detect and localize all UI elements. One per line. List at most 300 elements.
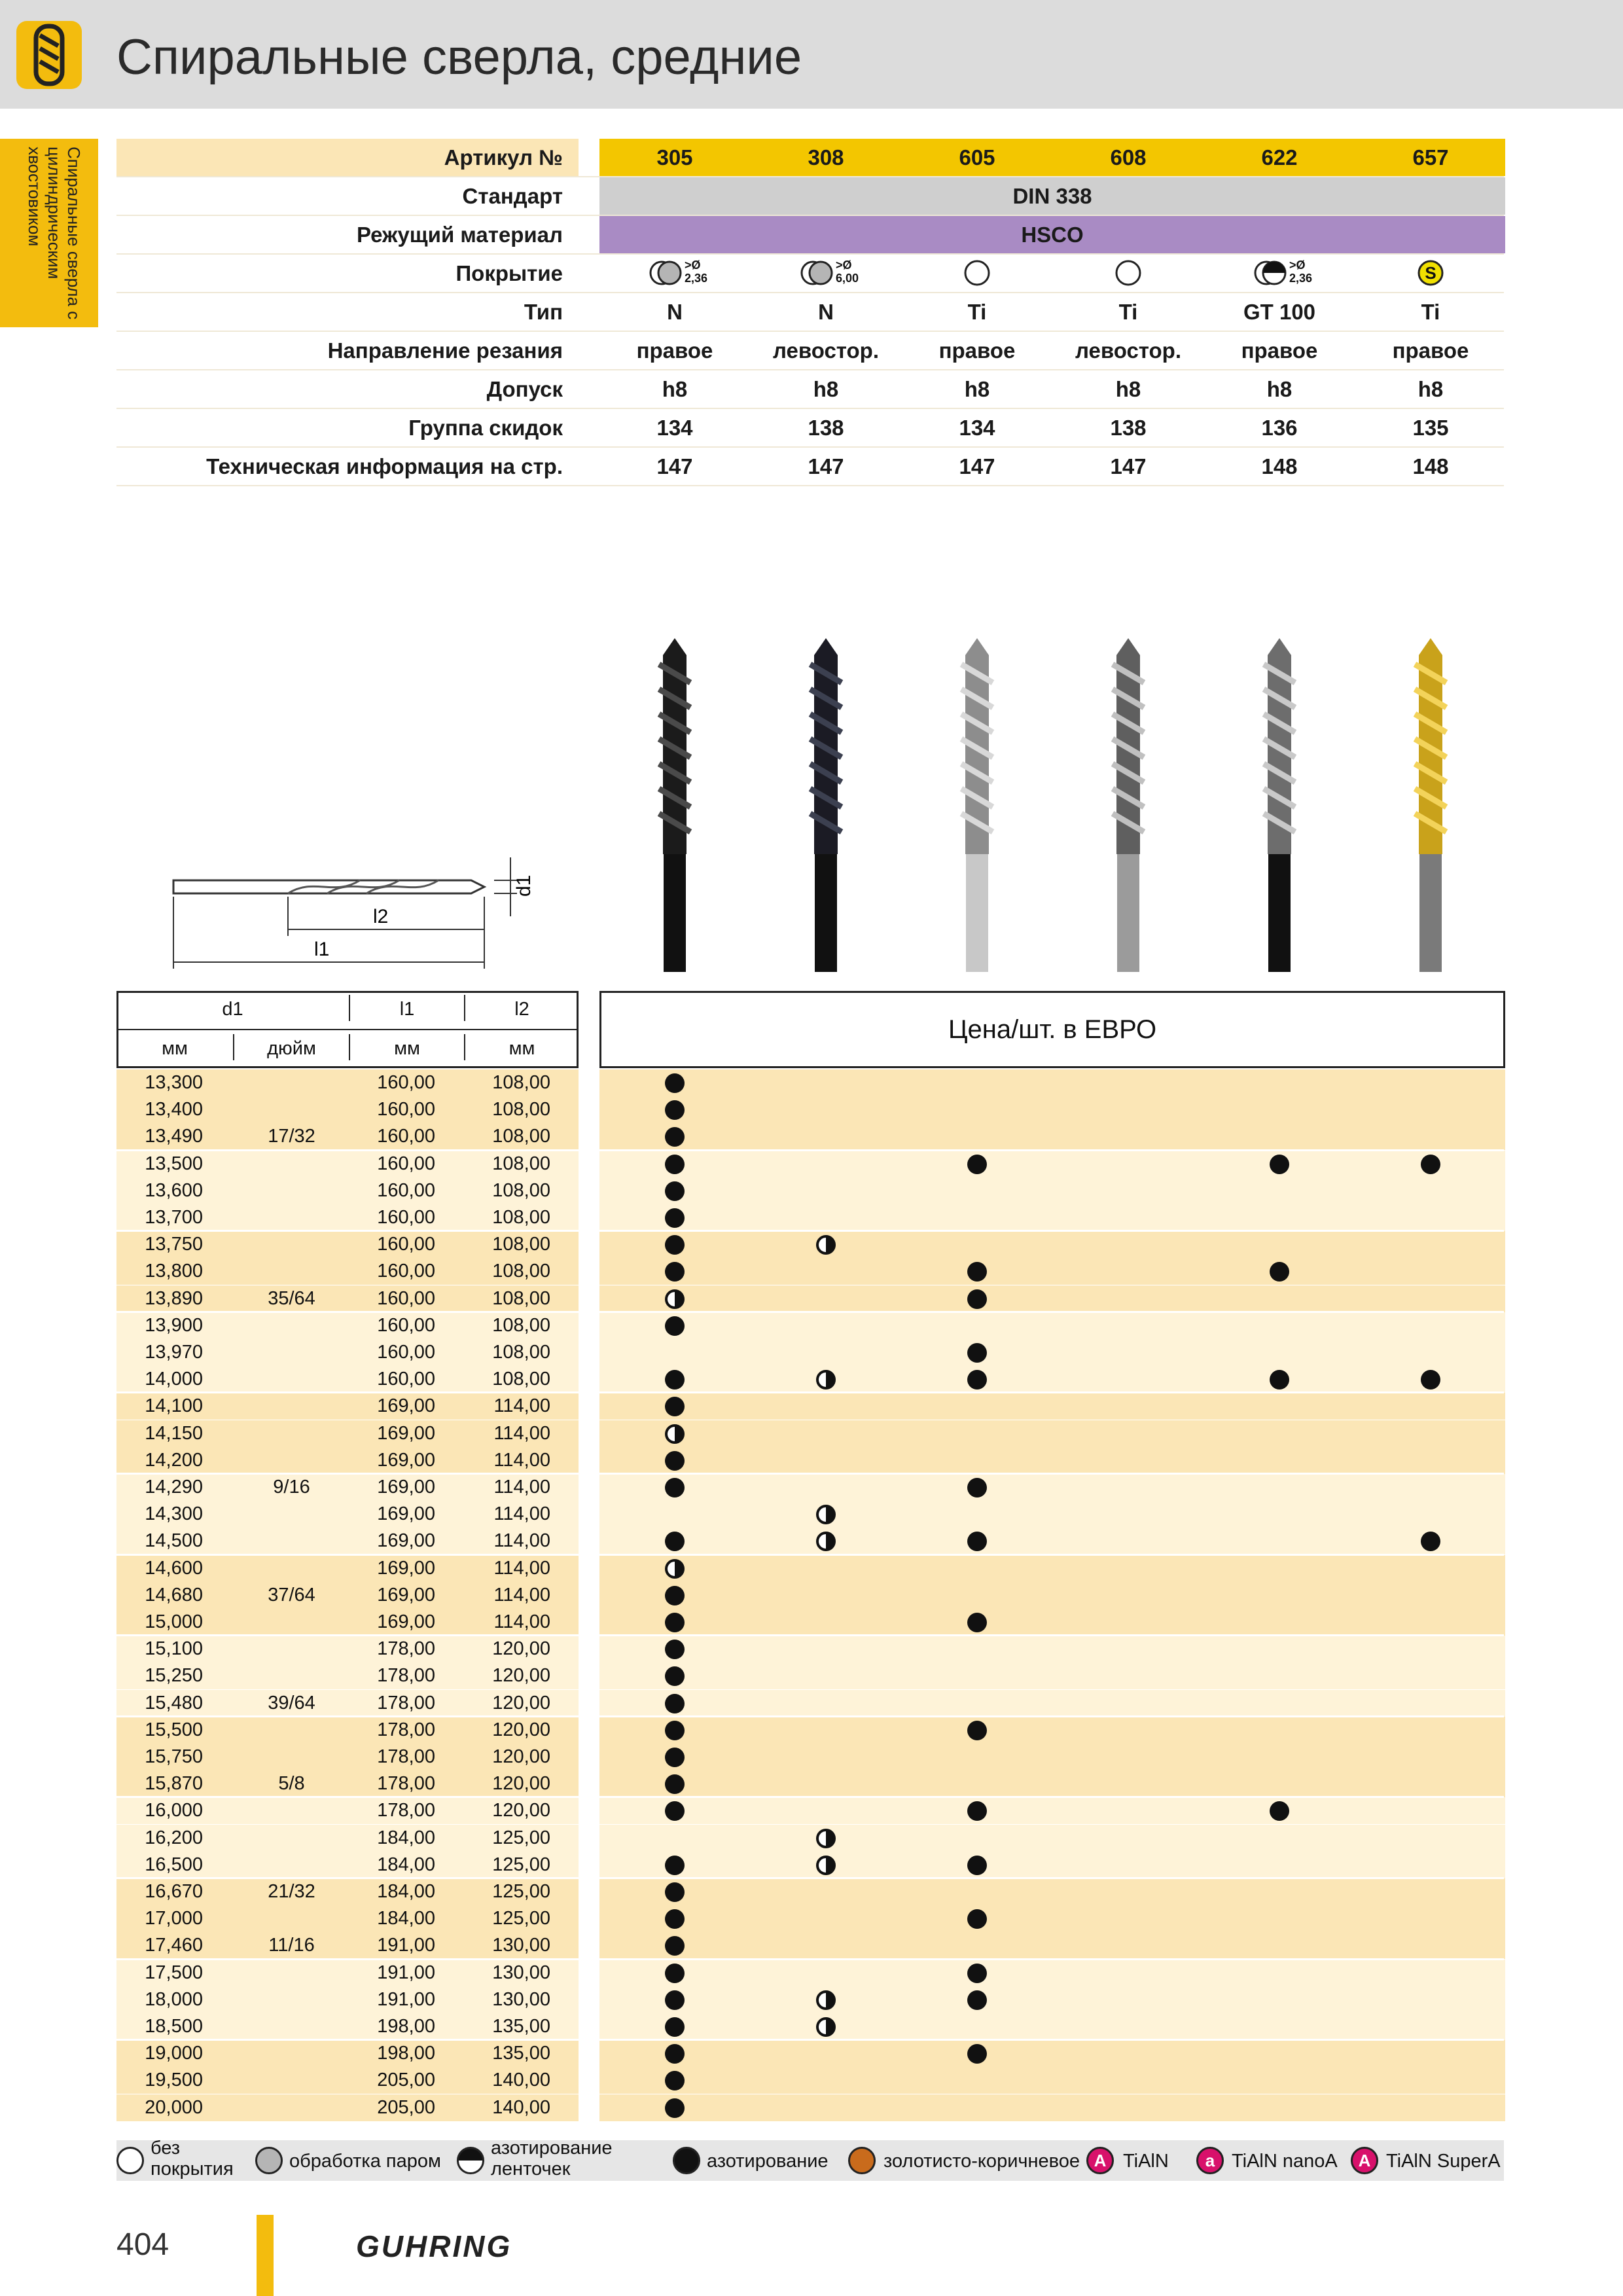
direction-value: левостор. bbox=[772, 338, 880, 363]
available-dot-icon bbox=[967, 1478, 987, 1498]
available-half-dot-icon bbox=[665, 1559, 685, 1579]
d1-inch-cell: 37/64 bbox=[268, 1585, 315, 1605]
d1-inch-cell bbox=[234, 1501, 349, 1528]
l1-cell: 184,00 bbox=[377, 1908, 435, 1929]
d1-mm-cell: 13,600 bbox=[145, 1180, 203, 1201]
d1-inch-cell bbox=[234, 1825, 349, 1852]
available-dot-icon bbox=[665, 1964, 685, 1983]
drill-image bbox=[1260, 638, 1299, 972]
table-row-prices bbox=[599, 1770, 1505, 1797]
available-dot-icon bbox=[665, 1262, 685, 1282]
l1-header: l1 bbox=[399, 999, 415, 1020]
table-row-prices bbox=[599, 1285, 1505, 1312]
available-half-dot-icon bbox=[665, 1424, 685, 1444]
available-half-dot-icon bbox=[816, 1829, 836, 1848]
l1-cell: 178,00 bbox=[377, 1719, 435, 1740]
available-dot-icon bbox=[665, 2017, 685, 2037]
steam-treatment-icon bbox=[599, 255, 750, 292]
drill-image bbox=[1109, 638, 1148, 972]
l2-cell: 108,00 bbox=[492, 1315, 550, 1336]
tialn-icon bbox=[1086, 2147, 1114, 2174]
d1-mm-cell: 16,670 bbox=[145, 1881, 203, 1902]
table-row-prices bbox=[599, 1393, 1505, 1420]
d1-mm-cell: 14,500 bbox=[145, 1530, 203, 1551]
l2-cell: 108,00 bbox=[492, 1153, 550, 1174]
tech-info-value: 147 bbox=[1110, 454, 1147, 478]
table-row-prices bbox=[599, 1744, 1505, 1770]
available-dot-icon bbox=[665, 1909, 685, 1929]
table-row-prices bbox=[599, 1231, 1505, 1258]
available-dot-icon bbox=[665, 1451, 685, 1471]
legend-icon-letter: A bbox=[1358, 2151, 1371, 2170]
l1-cell: 191,00 bbox=[377, 1989, 435, 2010]
d1-mm-cell: 14,290 bbox=[145, 1477, 203, 1498]
d1-inch-cell bbox=[234, 1069, 349, 1096]
l2-cell: 114,00 bbox=[493, 1585, 550, 1605]
drill-image bbox=[1411, 638, 1450, 972]
legend-icon-letter: A bbox=[1094, 2151, 1107, 2170]
l1-cell: 169,00 bbox=[377, 1530, 435, 1551]
dims-header-divider bbox=[116, 1029, 579, 1030]
material-label: Режущий материал bbox=[356, 223, 563, 247]
available-dot-icon bbox=[665, 1478, 685, 1498]
page-number: 404 bbox=[116, 2227, 169, 2262]
table-row-prices bbox=[599, 1339, 1505, 1366]
l2-cell: 120,00 bbox=[492, 1746, 550, 1767]
d1-mm-cell: 18,500 bbox=[145, 2016, 203, 2037]
d1-inch-cell bbox=[234, 1258, 349, 1285]
d1-mm-cell: 13,500 bbox=[145, 1153, 203, 1174]
d1-mm-cell: 16,000 bbox=[145, 1800, 203, 1821]
coating-note: >Ø 2,36 bbox=[685, 259, 708, 285]
no-coating-icon bbox=[1053, 255, 1204, 292]
d1-inch-cell bbox=[234, 1312, 349, 1339]
table-row-prices bbox=[599, 1932, 1505, 1959]
l2-cell: 114,00 bbox=[493, 1450, 550, 1471]
table-row-prices bbox=[599, 1609, 1505, 1636]
l1-cell: 160,00 bbox=[377, 1180, 435, 1201]
l1-cell: 169,00 bbox=[377, 1558, 435, 1579]
l1-cell: 160,00 bbox=[377, 1099, 435, 1120]
l1-cell: 160,00 bbox=[377, 1369, 435, 1390]
l2-cell: 114,00 bbox=[493, 1395, 550, 1416]
available-dot-icon bbox=[665, 1586, 685, 1605]
discount-value: 138 bbox=[808, 416, 844, 440]
available-dot-icon bbox=[967, 2044, 987, 2064]
d1-inch-header: дюйм bbox=[267, 1038, 316, 1059]
d1-inch-cell bbox=[234, 1151, 349, 1177]
available-dot-icon bbox=[1270, 1155, 1289, 1174]
drill-dimension-diagram bbox=[164, 844, 537, 975]
l1-cell: 198,00 bbox=[377, 2043, 435, 2064]
l2-cell: 130,00 bbox=[492, 1989, 550, 2010]
discount-label: Группа скидок bbox=[408, 416, 563, 440]
type-value: N bbox=[667, 300, 683, 324]
tech-info-value: 148 bbox=[1261, 454, 1298, 478]
d1-inch-cell: 35/64 bbox=[268, 1288, 315, 1309]
table-row-prices bbox=[599, 1528, 1505, 1554]
type-value: Ti bbox=[1118, 300, 1138, 324]
table-row-prices bbox=[599, 1069, 1505, 1096]
d1-inch-cell bbox=[234, 1339, 349, 1366]
l1-cell: 178,00 bbox=[377, 1773, 435, 1794]
legend-icon-letter: a bbox=[1205, 2151, 1215, 2170]
l2-cell: 125,00 bbox=[492, 1881, 550, 1902]
l1-mm-header: мм bbox=[394, 1038, 420, 1059]
d1-inch-cell: 11/16 bbox=[268, 1935, 315, 1956]
drill-logo-icon bbox=[16, 21, 82, 89]
type-value: Ti bbox=[967, 300, 987, 324]
l1-cell: 160,00 bbox=[377, 1288, 435, 1309]
available-dot-icon bbox=[665, 1155, 685, 1174]
l1-cell: 169,00 bbox=[377, 1477, 435, 1498]
available-dot-icon bbox=[665, 1127, 685, 1147]
available-dot-icon bbox=[967, 1613, 987, 1632]
l1-cell: 160,00 bbox=[377, 1315, 435, 1336]
l2-cell: 140,00 bbox=[492, 2070, 550, 2090]
dim-l1-label: l1 bbox=[314, 939, 330, 960]
l2-cell: 125,00 bbox=[492, 1854, 550, 1875]
l1-cell: 178,00 bbox=[377, 1746, 435, 1767]
available-dot-icon bbox=[967, 1262, 987, 1282]
legend-label: обработка паром bbox=[289, 2151, 441, 2172]
table-row-prices bbox=[599, 1582, 1505, 1609]
table-row-prices bbox=[599, 1960, 1505, 1986]
d1-mm-cell: 14,680 bbox=[145, 1585, 203, 1605]
available-dot-icon bbox=[665, 2098, 685, 2118]
l2-cell: 135,00 bbox=[492, 2016, 550, 2037]
d1-mm-cell: 19,500 bbox=[145, 2070, 203, 2090]
gold-brown-icon bbox=[848, 2147, 876, 2174]
l2-cell: 120,00 bbox=[492, 1773, 550, 1794]
l1-cell: 160,00 bbox=[377, 1126, 435, 1147]
l1-cell: 169,00 bbox=[377, 1611, 435, 1632]
tialn-supera-icon bbox=[1351, 2147, 1378, 2174]
d1-inch-cell bbox=[234, 1717, 349, 1744]
table-row-prices bbox=[599, 1204, 1505, 1231]
d1-mm-cell: 15,870 bbox=[145, 1773, 203, 1794]
article-value: 605 bbox=[959, 145, 995, 170]
d1-inch-cell bbox=[234, 1420, 349, 1447]
d1-mm-cell: 13,750 bbox=[145, 1234, 203, 1255]
l1-cell: 160,00 bbox=[377, 1207, 435, 1228]
available-dot-icon bbox=[665, 1721, 685, 1740]
dim-l2-label: l2 bbox=[373, 906, 389, 927]
row-separator bbox=[116, 485, 1504, 486]
available-half-dot-icon bbox=[816, 1235, 836, 1255]
direction-value: правое bbox=[938, 338, 1016, 363]
d1-inch-cell bbox=[234, 1852, 349, 1878]
tech-info-value: 147 bbox=[959, 454, 995, 478]
type-value: N bbox=[818, 300, 834, 324]
l1-cell: 169,00 bbox=[377, 1423, 435, 1444]
l2-cell: 108,00 bbox=[492, 1261, 550, 1282]
table-row-prices bbox=[599, 1258, 1505, 1285]
available-dot-icon bbox=[967, 1289, 987, 1309]
l2-cell: 108,00 bbox=[492, 1369, 550, 1390]
available-dot-icon bbox=[1270, 1262, 1289, 1282]
standard-value: DIN 338 bbox=[1012, 184, 1092, 208]
available-dot-icon bbox=[665, 1801, 685, 1821]
available-dot-icon bbox=[665, 2044, 685, 2064]
l1-cell: 191,00 bbox=[377, 1962, 435, 1983]
side-tab-label: Спиральные сверла с цилиндрическим хвостовиком bbox=[25, 147, 84, 320]
land-nitriding-icon bbox=[1204, 255, 1355, 292]
available-dot-icon bbox=[665, 1235, 685, 1255]
available-dot-icon bbox=[665, 1694, 685, 1713]
l1-cell: 169,00 bbox=[377, 1585, 435, 1605]
available-dot-icon bbox=[967, 1155, 987, 1174]
tolerance-value: h8 bbox=[1418, 377, 1444, 401]
l2-cell: 114,00 bbox=[493, 1477, 550, 1498]
steam-treatment-icon bbox=[751, 255, 901, 292]
l2-cell: 135,00 bbox=[492, 2043, 550, 2064]
available-half-dot-icon bbox=[665, 1289, 685, 1309]
available-half-dot-icon bbox=[816, 1856, 836, 1875]
available-dot-icon bbox=[665, 1640, 685, 1659]
direction-value: правое bbox=[636, 338, 713, 363]
coating-cell bbox=[1204, 255, 1355, 292]
tolerance-value: h8 bbox=[662, 377, 688, 401]
d1-inch-cell bbox=[234, 2067, 349, 2094]
l1-cell: 184,00 bbox=[377, 1881, 435, 1902]
l1-cell: 184,00 bbox=[377, 1854, 435, 1875]
land-nitriding-icon bbox=[457, 2147, 484, 2174]
coating-label: Покрытие bbox=[455, 261, 563, 285]
available-dot-icon bbox=[967, 1909, 987, 1929]
d1-inch-cell bbox=[234, 2094, 349, 2121]
l2-cell: 120,00 bbox=[492, 1719, 550, 1740]
l1-cell: 178,00 bbox=[377, 1638, 435, 1659]
d1-mm-cell: 20,000 bbox=[145, 2097, 203, 2118]
available-dot-icon bbox=[967, 1370, 987, 1390]
drill-image bbox=[957, 638, 997, 972]
available-half-dot-icon bbox=[816, 1990, 836, 2010]
available-half-dot-icon bbox=[816, 2017, 836, 2037]
d1-inch-cell bbox=[234, 1905, 349, 1932]
coating-cell bbox=[1355, 255, 1506, 292]
d1-inch-cell bbox=[234, 1636, 349, 1662]
brand-logo: GUHRING bbox=[356, 2229, 512, 2263]
available-dot-icon bbox=[665, 1936, 685, 1956]
l1-cell: 160,00 bbox=[377, 1234, 435, 1255]
available-dot-icon bbox=[665, 1748, 685, 1767]
article-value: 305 bbox=[656, 145, 693, 170]
drill-image bbox=[655, 638, 694, 972]
l2-cell: 130,00 bbox=[492, 1935, 550, 1956]
d1-inch-cell: 21/32 bbox=[268, 1881, 315, 1902]
tolerance-value: h8 bbox=[964, 377, 990, 401]
d1-inch-cell bbox=[234, 1204, 349, 1231]
d1-mm-cell: 14,100 bbox=[145, 1395, 203, 1416]
table-row-prices bbox=[599, 1177, 1505, 1204]
d1-inch-cell bbox=[234, 1960, 349, 1986]
legend-label: азотирование ленточек bbox=[491, 2138, 613, 2179]
available-dot-icon bbox=[967, 1990, 987, 2010]
l2-cell: 108,00 bbox=[492, 1288, 550, 1309]
d1-inch-cell bbox=[234, 1177, 349, 1204]
l2-cell: 108,00 bbox=[492, 1180, 550, 1201]
table-row-prices bbox=[599, 1690, 1505, 1717]
legend-label: TiAlN SuperA bbox=[1386, 2151, 1501, 2172]
available-dot-icon bbox=[665, 1208, 685, 1228]
l2-mm-header: мм bbox=[508, 1038, 535, 1059]
available-dot-icon bbox=[665, 1856, 685, 1875]
legend-label: золотисто-коричневое bbox=[883, 2151, 1080, 2172]
table-row-prices bbox=[599, 2067, 1505, 2094]
article-value: 657 bbox=[1412, 145, 1449, 170]
d1-mm-cell: 19,000 bbox=[145, 2043, 203, 2064]
l1-cell: 169,00 bbox=[377, 1450, 435, 1471]
legend-label: TiAlN bbox=[1123, 2151, 1169, 2172]
d1-inch-cell bbox=[234, 1231, 349, 1258]
table-row-prices bbox=[599, 1852, 1505, 1878]
l2-cell: 120,00 bbox=[492, 1665, 550, 1686]
tolerance-value: h8 bbox=[1266, 377, 1293, 401]
table-row-prices bbox=[599, 2013, 1505, 2040]
d1-inch-cell bbox=[234, 1447, 349, 1474]
tolerance-value: h8 bbox=[1115, 377, 1141, 401]
l1-cell: 205,00 bbox=[377, 2070, 435, 2090]
table-row-prices bbox=[599, 1986, 1505, 2013]
direction-label: Направление резания bbox=[327, 338, 563, 363]
d1-mm-cell: 17,500 bbox=[145, 1962, 203, 1983]
d1-mm-cell: 15,100 bbox=[145, 1638, 203, 1659]
table-row-prices bbox=[599, 1123, 1505, 1150]
tech-info-label: Техническая информация на стр. bbox=[206, 454, 563, 478]
d1-inch-cell bbox=[234, 1744, 349, 1770]
d1-mm-cell: 15,750 bbox=[145, 1746, 203, 1767]
d1-mm-cell: 15,250 bbox=[145, 1665, 203, 1686]
available-dot-icon bbox=[665, 1073, 685, 1093]
type-value: GT 100 bbox=[1243, 300, 1316, 324]
d1-header: d1 bbox=[222, 999, 243, 1020]
l2-cell: 114,00 bbox=[493, 1503, 550, 1524]
available-dot-icon bbox=[665, 1990, 685, 2010]
available-dot-icon bbox=[1421, 1532, 1440, 1551]
available-half-dot-icon bbox=[816, 1532, 836, 1551]
direction-value: правое bbox=[1392, 338, 1469, 363]
available-dot-icon bbox=[665, 1316, 685, 1336]
l2-cell: 120,00 bbox=[492, 1693, 550, 1713]
l1-cell: 160,00 bbox=[377, 1072, 435, 1093]
table-row-prices bbox=[599, 1905, 1505, 1932]
table-row-prices bbox=[599, 1636, 1505, 1662]
d1-mm-cell: 13,300 bbox=[145, 1072, 203, 1093]
d1-mm-cell: 18,000 bbox=[145, 1989, 203, 2010]
standard-label: Стандарт bbox=[462, 184, 563, 208]
coating-note: >Ø 2,36 bbox=[1289, 259, 1313, 285]
dim-d1-label: d1 bbox=[513, 874, 535, 897]
available-dot-icon bbox=[665, 1774, 685, 1794]
article-value: 622 bbox=[1261, 145, 1298, 170]
available-dot-icon bbox=[967, 1801, 987, 1821]
available-dot-icon bbox=[665, 1532, 685, 1551]
l1-cell: 160,00 bbox=[377, 1153, 435, 1174]
no-coating-icon bbox=[902, 255, 1052, 292]
direction-value: правое bbox=[1241, 338, 1318, 363]
d1-inch-cell bbox=[234, 2040, 349, 2067]
available-dot-icon bbox=[967, 1964, 987, 1983]
d1-inch-cell bbox=[234, 1096, 349, 1123]
available-dot-icon bbox=[967, 1532, 987, 1551]
l2-cell: 108,00 bbox=[492, 1099, 550, 1120]
l1-cell: 198,00 bbox=[377, 2016, 435, 2037]
table-row-prices bbox=[599, 1474, 1505, 1501]
table-row-prices bbox=[599, 1151, 1505, 1177]
d1-inch-cell bbox=[234, 1366, 349, 1393]
legend-label: азотирование bbox=[707, 2151, 829, 2172]
l2-cell: 125,00 bbox=[492, 1908, 550, 1929]
d1-mm-cell: 17,000 bbox=[145, 1908, 203, 1929]
table-row-prices bbox=[599, 1555, 1505, 1582]
table-row-prices bbox=[599, 1662, 1505, 1689]
l2-cell: 114,00 bbox=[493, 1558, 550, 1579]
d1-mm-cell: 13,970 bbox=[145, 1342, 203, 1363]
coating-cell bbox=[599, 255, 750, 292]
l2-cell: 130,00 bbox=[492, 1962, 550, 1983]
d1-mm-cell: 14,150 bbox=[145, 1423, 203, 1444]
article-value: 608 bbox=[1110, 145, 1147, 170]
l1-cell: 160,00 bbox=[377, 1342, 435, 1363]
tolerance-value: h8 bbox=[813, 377, 839, 401]
d1-inch-cell bbox=[234, 1609, 349, 1636]
steam-treatment-icon bbox=[255, 2147, 283, 2174]
tech-info-value: 147 bbox=[808, 454, 844, 478]
available-dot-icon bbox=[1421, 1155, 1440, 1174]
available-dot-icon bbox=[665, 1613, 685, 1632]
available-dot-icon bbox=[665, 1370, 685, 1390]
table-row-prices bbox=[599, 1717, 1505, 1744]
l1-cell: 191,00 bbox=[377, 1935, 435, 1956]
no-coating-icon bbox=[116, 2147, 144, 2174]
nitriding-icon bbox=[673, 2147, 700, 2174]
available-dot-icon bbox=[665, 2071, 685, 2090]
l2-cell: 108,00 bbox=[492, 1126, 550, 1147]
d1-inch-cell bbox=[234, 2013, 349, 2040]
l2-cell: 140,00 bbox=[492, 2097, 550, 2118]
material-value: HSCO bbox=[1021, 223, 1084, 247]
discount-value: 135 bbox=[1412, 416, 1449, 440]
discount-value: 134 bbox=[656, 416, 693, 440]
d1-mm-cell: 15,000 bbox=[145, 1611, 203, 1632]
l2-cell: 114,00 bbox=[493, 1423, 550, 1444]
available-dot-icon bbox=[665, 1666, 685, 1686]
d1-mm-cell: 13,700 bbox=[145, 1207, 203, 1228]
d1-mm-cell: 14,300 bbox=[145, 1503, 203, 1524]
legend-label: TiAlN nanoA bbox=[1232, 2151, 1338, 2172]
d1-inch-cell bbox=[234, 1662, 349, 1689]
l1-cell: 169,00 bbox=[377, 1503, 435, 1524]
table-row-prices bbox=[599, 1366, 1505, 1393]
coating-note: >Ø 6,00 bbox=[836, 259, 859, 285]
table-row-prices bbox=[599, 1825, 1505, 1852]
tech-info-value: 148 bbox=[1412, 454, 1449, 478]
table-row-prices bbox=[599, 1797, 1505, 1824]
article-value: 308 bbox=[808, 145, 844, 170]
discount-value: 136 bbox=[1261, 416, 1298, 440]
d1-inch-cell: 5/8 bbox=[278, 1773, 305, 1794]
footer-accent bbox=[257, 2215, 274, 2296]
d1-mm-cell: 16,200 bbox=[145, 1827, 203, 1848]
available-dot-icon bbox=[1270, 1801, 1289, 1821]
d1-inch-cell: 9/16 bbox=[273, 1477, 310, 1498]
page-title: Спиральные сверла, средние bbox=[116, 29, 802, 85]
d1-mm-cell: 14,600 bbox=[145, 1558, 203, 1579]
d1-mm-cell: 13,400 bbox=[145, 1099, 203, 1120]
d1-mm-cell: 13,800 bbox=[145, 1261, 203, 1282]
type-label: Тип bbox=[524, 300, 563, 324]
